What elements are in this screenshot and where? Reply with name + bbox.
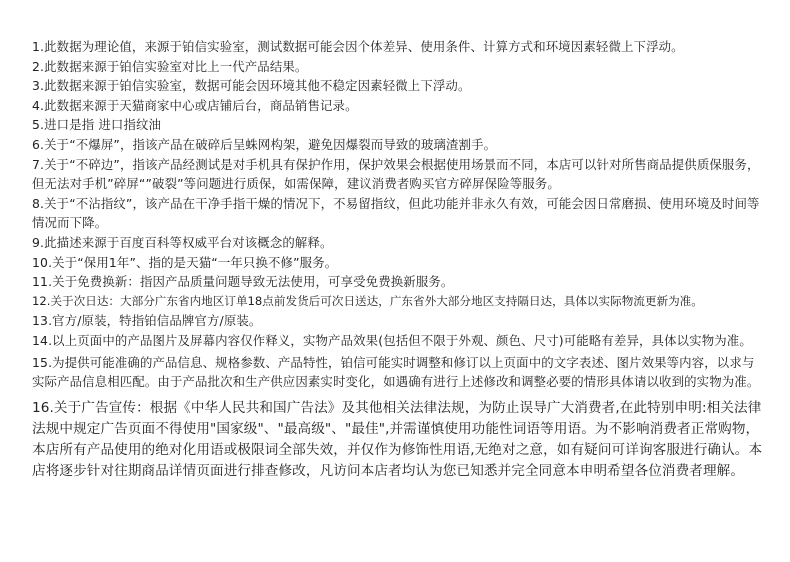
note-1: 1.此数据为理论值，来源于铂信实验室，测试数据可能会因个体差异、使用条件、计算方式和环境因素轻微上下浮动。 — [32, 39, 684, 54]
note-9: 9.此描述来源于百度百科等权威平台对该概念的解释。 — [32, 234, 333, 250]
note-15: 15.为提供可能准确的产品信息、规格参数、产品特性，铂信可能实时调整和修订以上页面中的文字表述、图片效果等内容，以求与实际产品信息相匹配。由于产品批次和生产供应因素实时变化，如遇确有进行上述修改和调整必要的情形具体请以收到的实物为准。 — [32, 354, 760, 390]
note-4: 4.此数据来源于天猫商家中心或店铺后台，商品销售记录。 — [32, 97, 358, 113]
note-14: 14.以上页面中的产品图片及屏幕内容仅作释义，实物产品效果(包括但不限于外观、颜色、尺寸)可能略有差异，具体以实物为准。 — [32, 332, 752, 348]
note-2: 2.此数据来源于铂信实验室对比上一代产品结果。 — [32, 58, 308, 74]
note-6: 6.关于“不爆屏”，指该产品在破碎后呈蛛网构架，避免因爆裂而导致的玻璃渣割手。 — [32, 136, 497, 152]
note-11: 11.关于免费换新：指因产品质量问题导致无法使用，可享受免费换新服务。 — [32, 274, 454, 290]
note-3: 3.此数据来源于铂信实验室，数据可能会因环境其他不稳定因素轻微上下浮动。 — [32, 78, 471, 94]
note-5: 5.进口是指 进口指纹油 — [32, 117, 162, 133]
note-12: 12.关于次日达：大部分广东省内地区订单18点前发货后可次日送达，广东省外大部分地区支持隔日达，具体以实际物流更新为准。 — [32, 293, 703, 308]
note-10: 10.关于“保用1年”、指的是天猫“一年只换不修”服务。 — [32, 254, 338, 270]
disclaimer-notes — [32, 37, 763, 483]
note-7: 7.关于“不碎边”，指该产品经测试是对手机具有保护作用，保护效果会根据使用场景而不同，本店可以针对所售商品提供质保服务，但无法对手机”碎屏“”破裂”等问题进行质保，如需保障，建议消费者购买官方碎屏保险等服务。 — [32, 156, 760, 192]
note-16: 16.关于广告宣传：根据《中华人民共和国广告法》及其他相关法律法规，为防止误导广大消费者,在此特别申明:相关法律法规中规定广告页面不得使用"国家级"、"最高级"、"最佳",并需谨慎使用功能性词语等用语。为不影响消费者正常购物，本店所有产品使用的绝对化用语或极限词全部失效，并仅作为修饰性用语,无绝对之意，如有疑问可详询客服进行确认。本店将逐步针对往期商品详情页面进行排查修改，凡访问本店者均认为您已知悉并完全同意本申明希望各位消费者理解。 — [32, 399, 763, 480]
note-8: 8.关于“不沾指纹”，该产品在干净手指干燥的情况下，不易留指纹，但此功能并非永久有效，可能会因日常磨损、使用环境及时间等情况而下降。 — [32, 195, 760, 231]
note-13: 13.官方/原装，特指铂信品牌官方/原装。 — [32, 313, 262, 329]
